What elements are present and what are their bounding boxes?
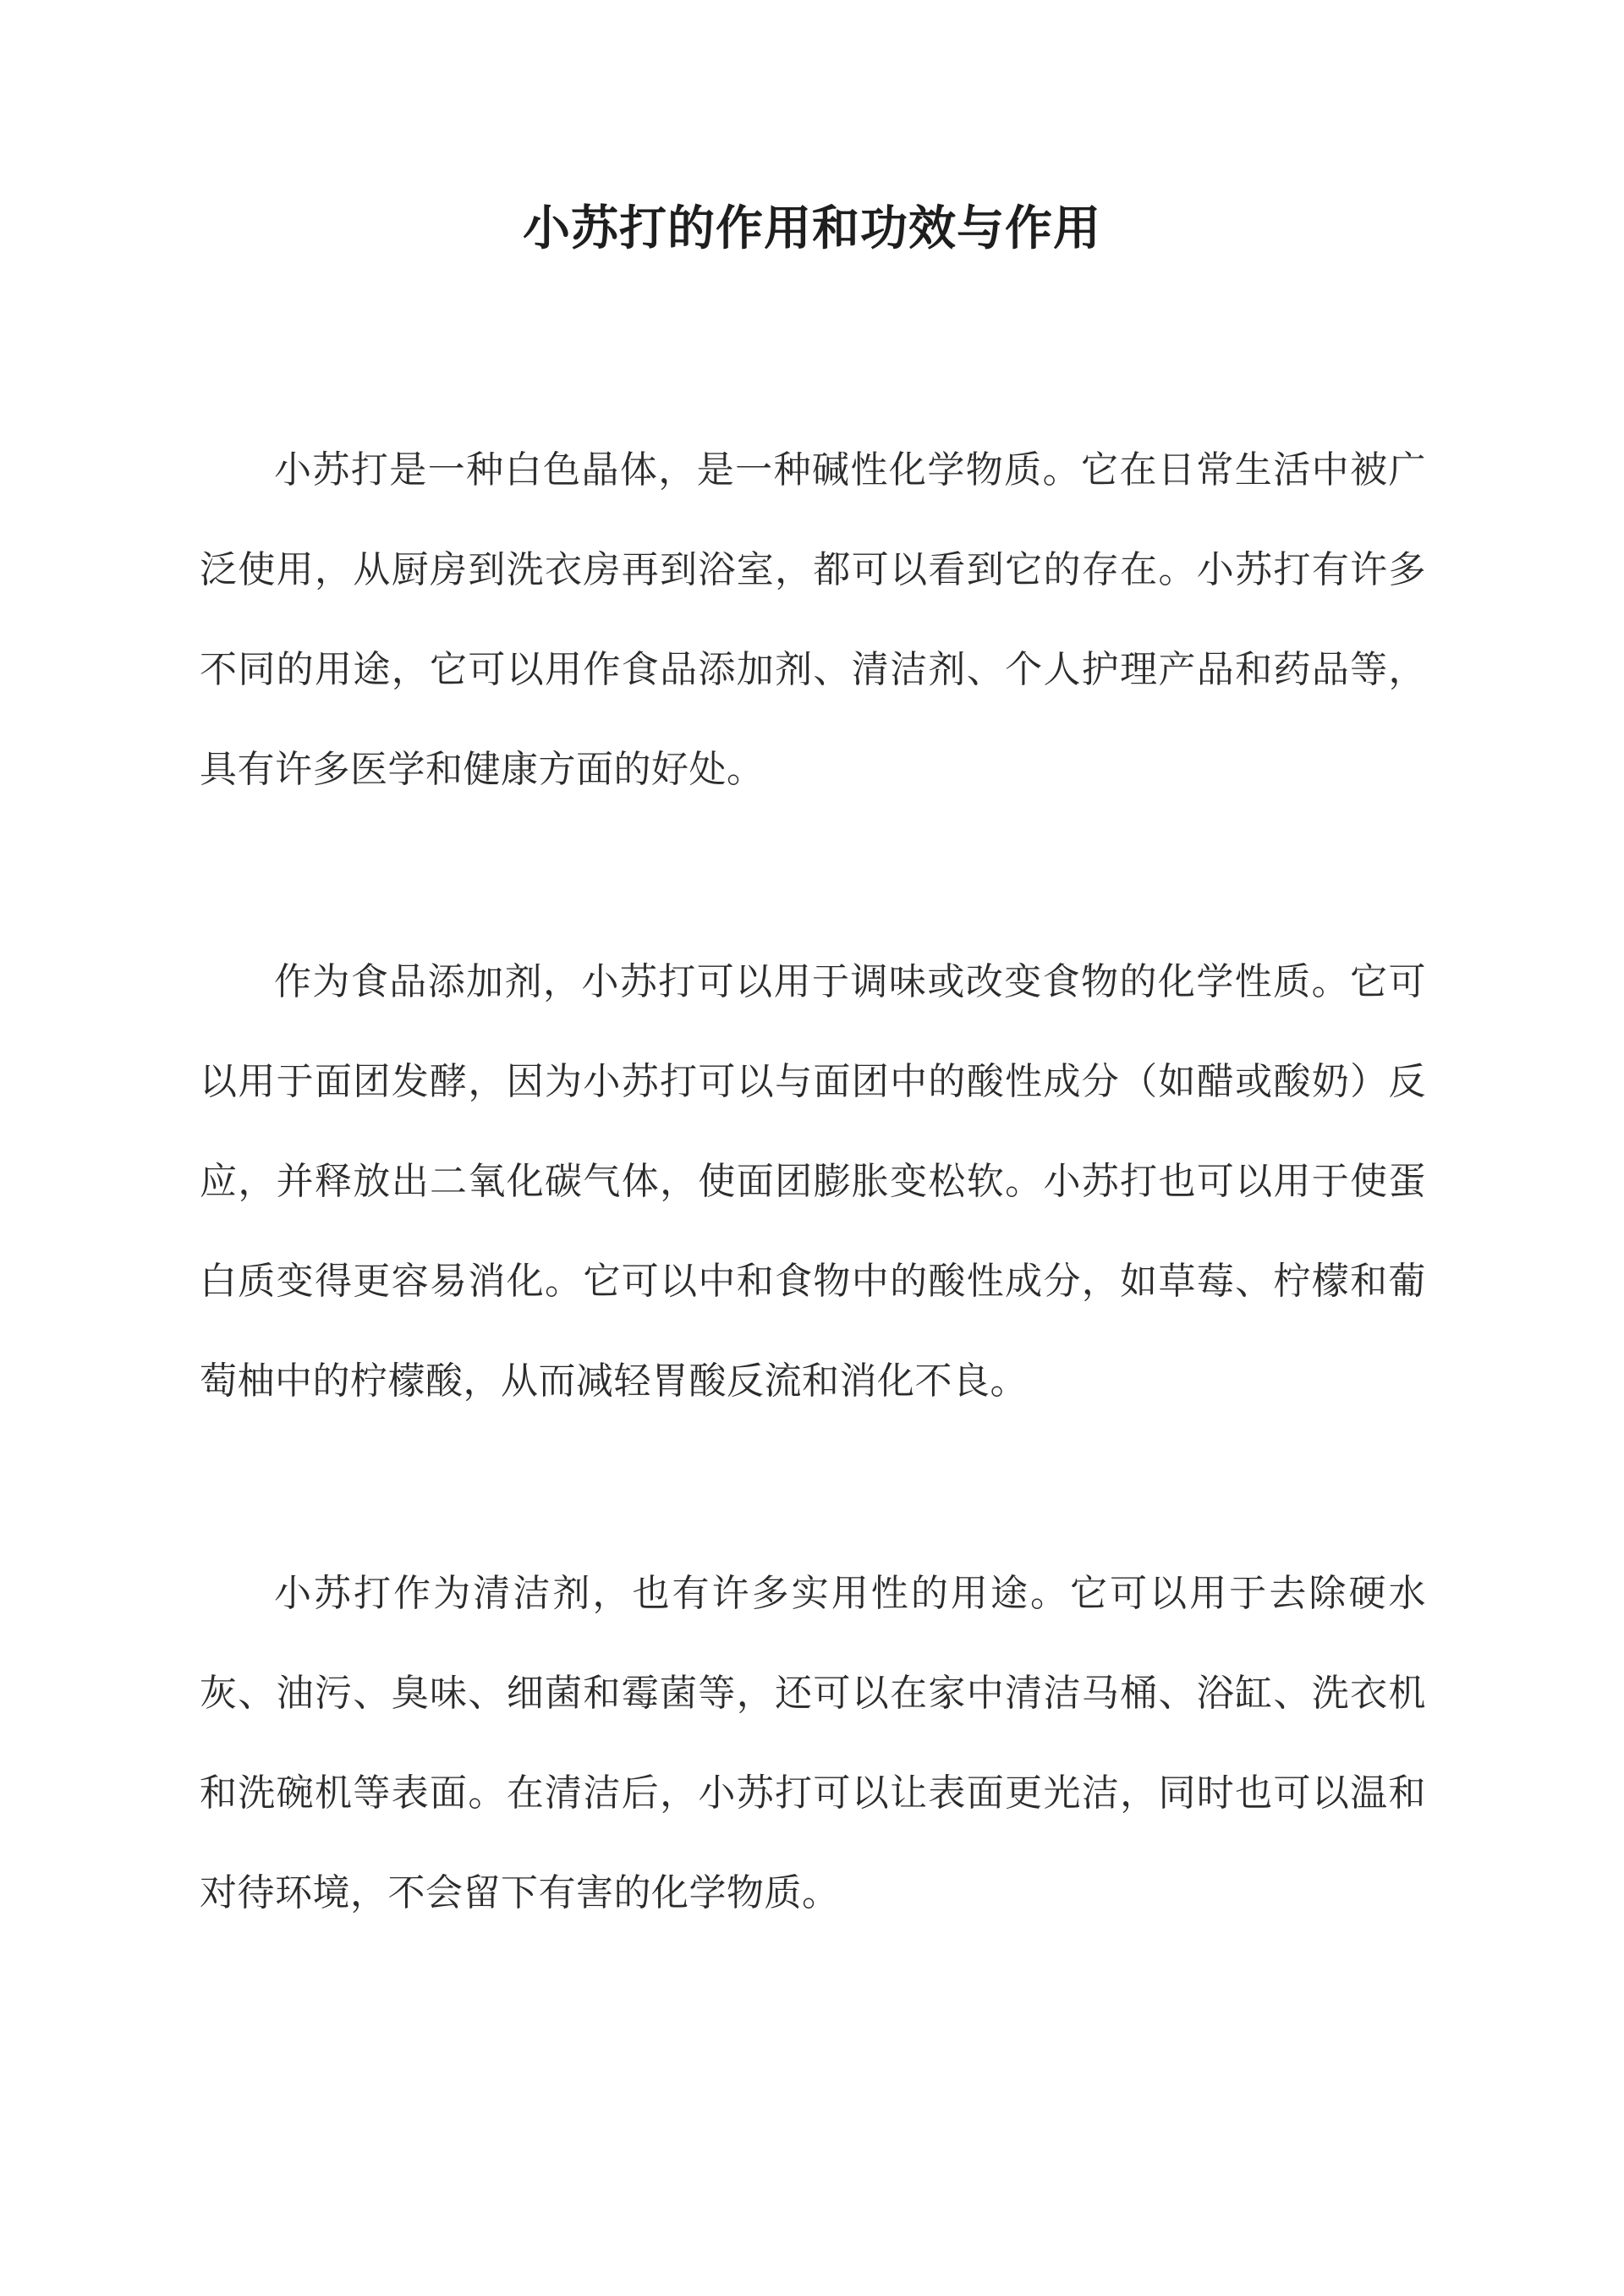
- paragraph: 小苏打是一种白色晶体，是一种碱性化学物质。它在日常生活中被广泛使用，从厨房到洗衣房再到浴室，都可以看到它的存在。小苏打有许多不同的用途，它可以用作食品添加剂、清洁剂、个人护理产品和药品等，具有许多医学和健康方面的好处。: [200, 448, 1426, 791]
- paragraph: 小苏打作为清洁剂，也有许多实用性的用途。它可以用于去除硬水灰、油污、臭味、细菌和霉菌等，还可以在家中清洁马桶、浴缸、洗衣机和洗碗机等表面。在清洁后，小苏打可以让表面更光洁，同时也可以温和对待环境，不会留下有害的化学物质。: [200, 1572, 1426, 1914]
- paragraph: 作为食品添加剂，小苏打可以用于调味或改变食物的化学性质。它可以用于面团发酵，因为小苏打可以与面团中的酸性成分（如醋或酸奶）反应，并释放出二氧化碳气体，使面团膨胀变松软。小苏打也可以用于使蛋白质变得更容易消化。它可以中和食物中的酸性成分，如草莓、柠檬和葡萄柚中的柠檬酸，从而减轻胃酸反流和消化不良。: [200, 960, 1426, 1403]
- document-title: 小苏打的作用和功效与作用: [523, 200, 1101, 256]
